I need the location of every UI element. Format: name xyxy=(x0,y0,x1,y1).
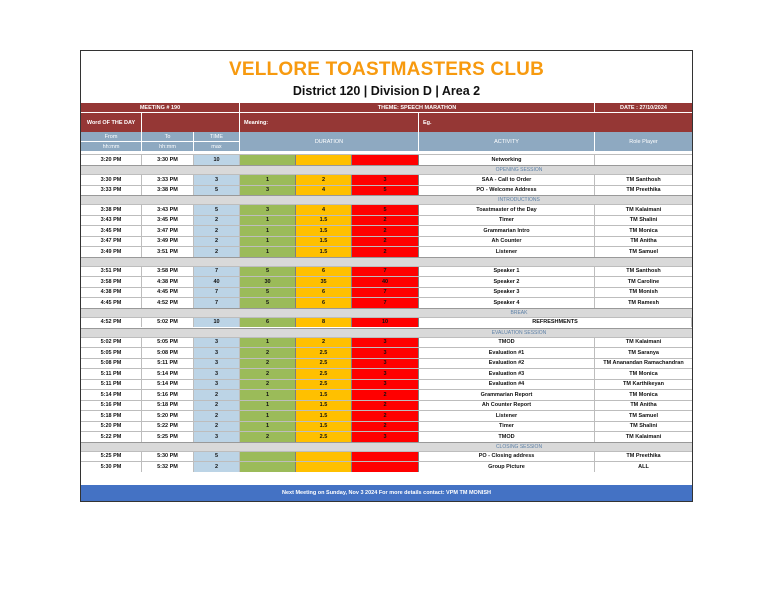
agenda-row xyxy=(81,174,692,185)
role-player-cell: ALL xyxy=(638,463,649,470)
role-player-cell: TM Santhosh xyxy=(626,268,661,275)
activity-cell: Speaker 3 xyxy=(419,288,595,298)
activity-cell: Grammarian Report xyxy=(419,390,595,400)
agenda-row xyxy=(81,421,692,432)
activity-cell: TMOD xyxy=(419,338,595,348)
role-player-cell: TM Karthikeyan xyxy=(623,381,664,388)
time-to-cell: 3:45 PM xyxy=(142,216,194,226)
agenda-row xyxy=(81,276,692,287)
time-max-cell: 7 xyxy=(194,298,240,308)
activity-cell: Speaker 2 xyxy=(419,277,595,287)
time-max-cell: 2 xyxy=(194,462,240,472)
agenda-row xyxy=(81,410,692,421)
duration-green-cell: 2 xyxy=(240,432,296,442)
agenda-sheet xyxy=(80,50,693,502)
duration-red-cell: 3 xyxy=(352,369,419,379)
role-player-cell: TM Anitha xyxy=(630,238,657,245)
agenda-row xyxy=(81,185,692,196)
meeting-theme: THEME: SPEECH MARATHON xyxy=(240,103,595,112)
agenda-row xyxy=(81,287,692,298)
time-to-cell: 5:14 PM xyxy=(142,380,194,390)
time-to-cell: 5:22 PM xyxy=(142,422,194,432)
agenda-row xyxy=(81,347,692,358)
time-from-cell: 5:18 PM xyxy=(81,411,142,421)
example-label: Eg. xyxy=(419,112,692,132)
section-divider: CLOSING SESSION xyxy=(81,442,692,451)
duration-red-cell: 2 xyxy=(352,216,419,226)
agenda-row xyxy=(81,379,692,390)
duration-yellow-cell: 1.5 xyxy=(296,390,352,400)
duration-yellow-cell: 1.5 xyxy=(296,411,352,421)
duration-red-cell: 7 xyxy=(352,298,419,308)
role-player-cell: TM Monica xyxy=(629,391,658,398)
time-max-cell: 2 xyxy=(194,247,240,257)
role-player-cell: TM Saranya xyxy=(628,349,659,356)
role-player-cell: TM Monish xyxy=(629,289,658,296)
duration-yellow-cell: 1.5 xyxy=(296,216,352,226)
duration-green-cell: 1 xyxy=(240,338,296,348)
role-player-cell: TM Shalini xyxy=(629,423,658,430)
time-to-cell: 5:02 PM xyxy=(142,318,194,328)
role-player-cell: TM Ananandan Ramachandran xyxy=(603,360,684,367)
duration-red-cell: 3 xyxy=(352,359,419,369)
duration-red-cell: 10 xyxy=(352,318,419,328)
time-to-cell: 3:38 PM xyxy=(142,186,194,196)
time-from-cell: 3:45 PM xyxy=(81,226,142,236)
activity-cell: REFRESHMENTS xyxy=(419,318,692,328)
time-max-cell: 3 xyxy=(194,369,240,379)
role-player-cell: TM Preethika xyxy=(626,187,661,194)
duration-yellow-cell: 1.5 xyxy=(296,247,352,257)
duration-green-cell: 6 xyxy=(240,318,296,328)
duration-green-cell: 1 xyxy=(240,247,296,257)
time-to-cell: 3:43 PM xyxy=(142,205,194,215)
time-from-cell: 3:30 PM xyxy=(81,175,142,185)
time-to-cell: 5:25 PM xyxy=(142,432,194,442)
time-to-cell: 5:11 PM xyxy=(142,359,194,369)
agenda-row xyxy=(81,225,692,236)
agenda-row xyxy=(81,236,692,247)
duration-red-cell: 2 xyxy=(352,247,419,257)
duration-yellow-cell: 2.5 xyxy=(296,380,352,390)
duration-green-cell: 2 xyxy=(240,369,296,379)
role-player-cell: TM Ramesh xyxy=(628,299,659,306)
time-max-cell: 2 xyxy=(194,401,240,411)
time-to-cell: 4:52 PM xyxy=(142,298,194,308)
time-from-cell: 5:30 PM xyxy=(81,462,142,472)
time-from-cell: 3:49 PM xyxy=(81,247,142,257)
col-to: To xyxy=(142,132,194,142)
duration-green-cell: 1 xyxy=(240,401,296,411)
duration-green-cell: 2 xyxy=(240,348,296,358)
duration-green-cell: 1 xyxy=(240,216,296,226)
activity-cell: Networking xyxy=(419,155,595,165)
role-player-cell: TM Caroline xyxy=(627,278,660,285)
time-max-cell: 2 xyxy=(194,390,240,400)
section-divider: INTRODUCTIONS xyxy=(81,195,692,204)
time-max-cell: 10 xyxy=(194,155,240,165)
time-from-cell: 5:16 PM xyxy=(81,401,142,411)
duration-green-cell: 5 xyxy=(240,267,296,277)
role-player-cell xyxy=(595,155,692,165)
agenda-row xyxy=(81,358,692,369)
duration-yellow-cell: 1.5 xyxy=(296,237,352,247)
duration-yellow-cell: 8 xyxy=(296,318,352,328)
duration-green-cell: 1 xyxy=(240,411,296,421)
duration-yellow-cell: 2.5 xyxy=(296,369,352,379)
duration-red-cell xyxy=(352,155,419,165)
agenda-row xyxy=(81,337,692,348)
activity-cell: Ah Counter Report xyxy=(419,401,595,411)
meeting-date: DATE : 27/10/2024 xyxy=(595,103,692,112)
time-to-cell: 4:45 PM xyxy=(142,288,194,298)
duration-red-cell: 3 xyxy=(352,175,419,185)
col-role: Role Player xyxy=(595,132,692,152)
agenda-row xyxy=(81,246,692,257)
duration-red-cell: 2 xyxy=(352,422,419,432)
role-player-cell: TM Samuel xyxy=(628,248,659,255)
duration-yellow-cell xyxy=(296,155,352,165)
col-time: TIME xyxy=(194,132,240,142)
activity-cell: Toastmaster of the Day xyxy=(419,205,595,215)
activity-cell: Timer xyxy=(419,216,595,226)
agenda-row xyxy=(81,389,692,400)
duration-red-cell: 3 xyxy=(352,432,419,442)
section-divider: OPENING SESSION xyxy=(81,165,692,174)
time-from-cell: 5:25 PM xyxy=(81,452,142,462)
activity-cell: Speaker 4 xyxy=(419,298,595,308)
time-from-cell: 3:38 PM xyxy=(81,205,142,215)
duration-yellow-cell: 2 xyxy=(296,175,352,185)
duration-green-cell: 1 xyxy=(240,226,296,236)
time-to-cell: 3:58 PM xyxy=(142,267,194,277)
club-subtitle: District 120 | Division D | Area 2 xyxy=(292,84,481,98)
duration-green-cell: 1 xyxy=(240,422,296,432)
role-player-cell: TM Samuel xyxy=(628,412,659,419)
activity-cell: Grammarian Intro xyxy=(419,226,595,236)
time-to-cell: 5:18 PM xyxy=(142,401,194,411)
duration-yellow-cell: 4 xyxy=(296,205,352,215)
duration-red-cell xyxy=(352,462,419,472)
duration-yellow-cell xyxy=(296,462,352,472)
duration-yellow-cell: 2.5 xyxy=(296,348,352,358)
duration-red-cell: 3 xyxy=(352,338,419,348)
time-max-cell: 3 xyxy=(194,175,240,185)
meeting-number: MEETING # 190 xyxy=(81,103,240,112)
time-to-cell: 5:32 PM xyxy=(142,462,194,472)
activity-cell: PO - Welcome Address xyxy=(419,186,595,196)
role-player-cell: TM Kalaimani xyxy=(625,433,662,440)
unit-from: hh:mm xyxy=(81,142,142,152)
agenda-row xyxy=(81,204,692,215)
word-of-day-label: Word OF THE DAY xyxy=(81,112,142,132)
duration-red-cell: 40 xyxy=(352,277,419,287)
duration-red-cell: 3 xyxy=(352,380,419,390)
agenda-row xyxy=(81,368,692,379)
duration-green-cell: 1 xyxy=(240,390,296,400)
duration-green-cell: 3 xyxy=(240,205,296,215)
time-from-cell: 5:14 PM xyxy=(81,390,142,400)
activity-cell: PO - Closing address xyxy=(419,452,595,462)
agenda-row xyxy=(81,317,692,328)
duration-yellow-cell: 4 xyxy=(296,186,352,196)
time-from-cell: 4:52 PM xyxy=(81,318,142,328)
time-max-cell: 2 xyxy=(194,226,240,236)
time-to-cell: 5:14 PM xyxy=(142,369,194,379)
time-max-cell: 7 xyxy=(194,288,240,298)
duration-red-cell: 5 xyxy=(352,186,419,196)
unit-to: hh:mm xyxy=(142,142,194,152)
time-max-cell: 2 xyxy=(194,216,240,226)
duration-red-cell: 5 xyxy=(352,205,419,215)
activity-cell: Evaluation #2 xyxy=(419,359,595,369)
agenda-row xyxy=(81,461,692,472)
duration-yellow-cell: 1.5 xyxy=(296,422,352,432)
time-from-cell: 5:22 PM xyxy=(81,432,142,442)
time-from-cell: 5:08 PM xyxy=(81,359,142,369)
activity-cell: Evaluation #1 xyxy=(419,348,595,358)
role-player-cell: TM Santhosh xyxy=(626,176,661,183)
club-title: VELLORE TOASTMASTERS CLUB xyxy=(229,59,544,80)
agenda-row xyxy=(81,451,692,462)
activity-cell: Evaluation #4 xyxy=(419,380,595,390)
role-player-cell: TM Preethika xyxy=(626,453,661,460)
time-to-cell: 3:33 PM xyxy=(142,175,194,185)
duration-red-cell: 2 xyxy=(352,401,419,411)
time-from-cell: 3:47 PM xyxy=(81,237,142,247)
duration-yellow-cell: 6 xyxy=(296,298,352,308)
duration-yellow-cell: 6 xyxy=(296,267,352,277)
activity-cell: SAA - Call to Order xyxy=(419,175,595,185)
time-to-cell: 5:20 PM xyxy=(142,411,194,421)
time-from-cell: 3:43 PM xyxy=(81,216,142,226)
agenda-row xyxy=(81,215,692,226)
time-from-cell: 5:05 PM xyxy=(81,348,142,358)
activity-cell: TMOD xyxy=(419,432,595,442)
activity-cell: Evaluation #3 xyxy=(419,369,595,379)
time-from-cell: 4:45 PM xyxy=(81,298,142,308)
time-max-cell: 2 xyxy=(194,411,240,421)
duration-yellow-cell: 1.5 xyxy=(296,226,352,236)
duration-red-cell: 7 xyxy=(352,288,419,298)
duration-red-cell xyxy=(352,452,419,462)
activity-cell: Ah Counter xyxy=(419,237,595,247)
time-from-cell: 3:58 PM xyxy=(81,277,142,287)
time-max-cell: 10 xyxy=(194,318,240,328)
col-duration: DURATION xyxy=(240,132,419,152)
duration-red-cell: 2 xyxy=(352,226,419,236)
activity-cell: Speaker 1 xyxy=(419,267,595,277)
time-max-cell: 5 xyxy=(194,452,240,462)
duration-yellow-cell: 35 xyxy=(296,277,352,287)
time-max-cell: 5 xyxy=(194,205,240,215)
duration-red-cell: 2 xyxy=(352,411,419,421)
agenda-row xyxy=(81,400,692,411)
time-max-cell: 7 xyxy=(194,267,240,277)
agenda-row xyxy=(81,266,692,277)
agenda-row xyxy=(81,154,692,165)
time-to-cell: 5:05 PM xyxy=(142,338,194,348)
time-max-cell: 3 xyxy=(194,348,240,358)
time-to-cell: 3:49 PM xyxy=(142,237,194,247)
role-player-cell: TM Shalini xyxy=(629,217,658,224)
duration-green-cell: 1 xyxy=(240,237,296,247)
time-to-cell: 5:16 PM xyxy=(142,390,194,400)
activity-cell: Timer xyxy=(419,422,595,432)
duration-yellow-cell: 6 xyxy=(296,288,352,298)
time-max-cell: 5 xyxy=(194,186,240,196)
duration-green-cell: 2 xyxy=(240,359,296,369)
activity-cell: Listener xyxy=(419,411,595,421)
duration-green-cell xyxy=(240,452,296,462)
duration-green-cell: 30 xyxy=(240,277,296,287)
time-from-cell: 5:02 PM xyxy=(81,338,142,348)
footer-note: Next Meeting on Sunday, Nov 3 2024 For more details contact: VPM TM MONISH xyxy=(81,485,692,501)
time-to-cell: 4:38 PM xyxy=(142,277,194,287)
duration-red-cell: 7 xyxy=(352,267,419,277)
time-to-cell: 5:08 PM xyxy=(142,348,194,358)
duration-red-cell: 2 xyxy=(352,390,419,400)
agenda-row xyxy=(81,431,692,442)
time-to-cell: 3:51 PM xyxy=(142,247,194,257)
duration-green-cell: 5 xyxy=(240,288,296,298)
time-from-cell: 3:20 PM xyxy=(81,155,142,165)
word-of-day-value xyxy=(142,112,240,132)
role-player-cell: TM Kalaimani xyxy=(625,206,662,213)
section-divider xyxy=(81,257,692,266)
time-max-cell: 3 xyxy=(194,432,240,442)
role-player-cell: TM Monica xyxy=(629,370,658,377)
duration-green-cell: 1 xyxy=(240,175,296,185)
time-max-cell: 2 xyxy=(194,422,240,432)
time-to-cell: 3:47 PM xyxy=(142,226,194,236)
duration-red-cell: 2 xyxy=(352,237,419,247)
time-from-cell: 5:11 PM xyxy=(81,369,142,379)
role-player-cell: TM Kalaimani xyxy=(625,339,662,346)
duration-green-cell: 3 xyxy=(240,186,296,196)
time-max-cell: 3 xyxy=(194,359,240,369)
time-max-cell: 40 xyxy=(194,277,240,287)
time-to-cell: 5:30 PM xyxy=(142,452,194,462)
role-player-cell: TM Monica xyxy=(629,227,658,234)
time-to-cell: 3:30 PM xyxy=(142,155,194,165)
activity-cell: Listener xyxy=(419,247,595,257)
col-activity: ACTIVITY xyxy=(419,132,595,152)
time-from-cell: 3:33 PM xyxy=(81,186,142,196)
time-max-cell: 3 xyxy=(194,338,240,348)
meaning-label: Meaning: xyxy=(240,112,419,132)
duration-yellow-cell: 1.5 xyxy=(296,401,352,411)
time-from-cell: 4:38 PM xyxy=(81,288,142,298)
duration-green-cell: 2 xyxy=(240,380,296,390)
activity-cell: Group Picture xyxy=(419,462,595,472)
duration-yellow-cell: 2.5 xyxy=(296,359,352,369)
duration-green-cell: 5 xyxy=(240,298,296,308)
duration-yellow-cell: 2 xyxy=(296,338,352,348)
agenda-row xyxy=(81,297,692,308)
duration-yellow-cell: 2.5 xyxy=(296,432,352,442)
col-from: From xyxy=(81,132,142,142)
section-divider: EVALUATION SESSION xyxy=(81,328,692,337)
duration-red-cell: 3 xyxy=(352,348,419,358)
section-divider: BREAK xyxy=(81,308,692,317)
duration-green-cell xyxy=(240,462,296,472)
time-from-cell: 3:51 PM xyxy=(81,267,142,277)
role-player-cell: TM Anitha xyxy=(630,402,657,409)
duration-green-cell xyxy=(240,155,296,165)
time-from-cell: 5:11 PM xyxy=(81,380,142,390)
time-max-cell: 3 xyxy=(194,380,240,390)
duration-yellow-cell xyxy=(296,452,352,462)
unit-time: max xyxy=(194,142,240,152)
time-from-cell: 5:20 PM xyxy=(81,422,142,432)
time-max-cell: 2 xyxy=(194,237,240,247)
